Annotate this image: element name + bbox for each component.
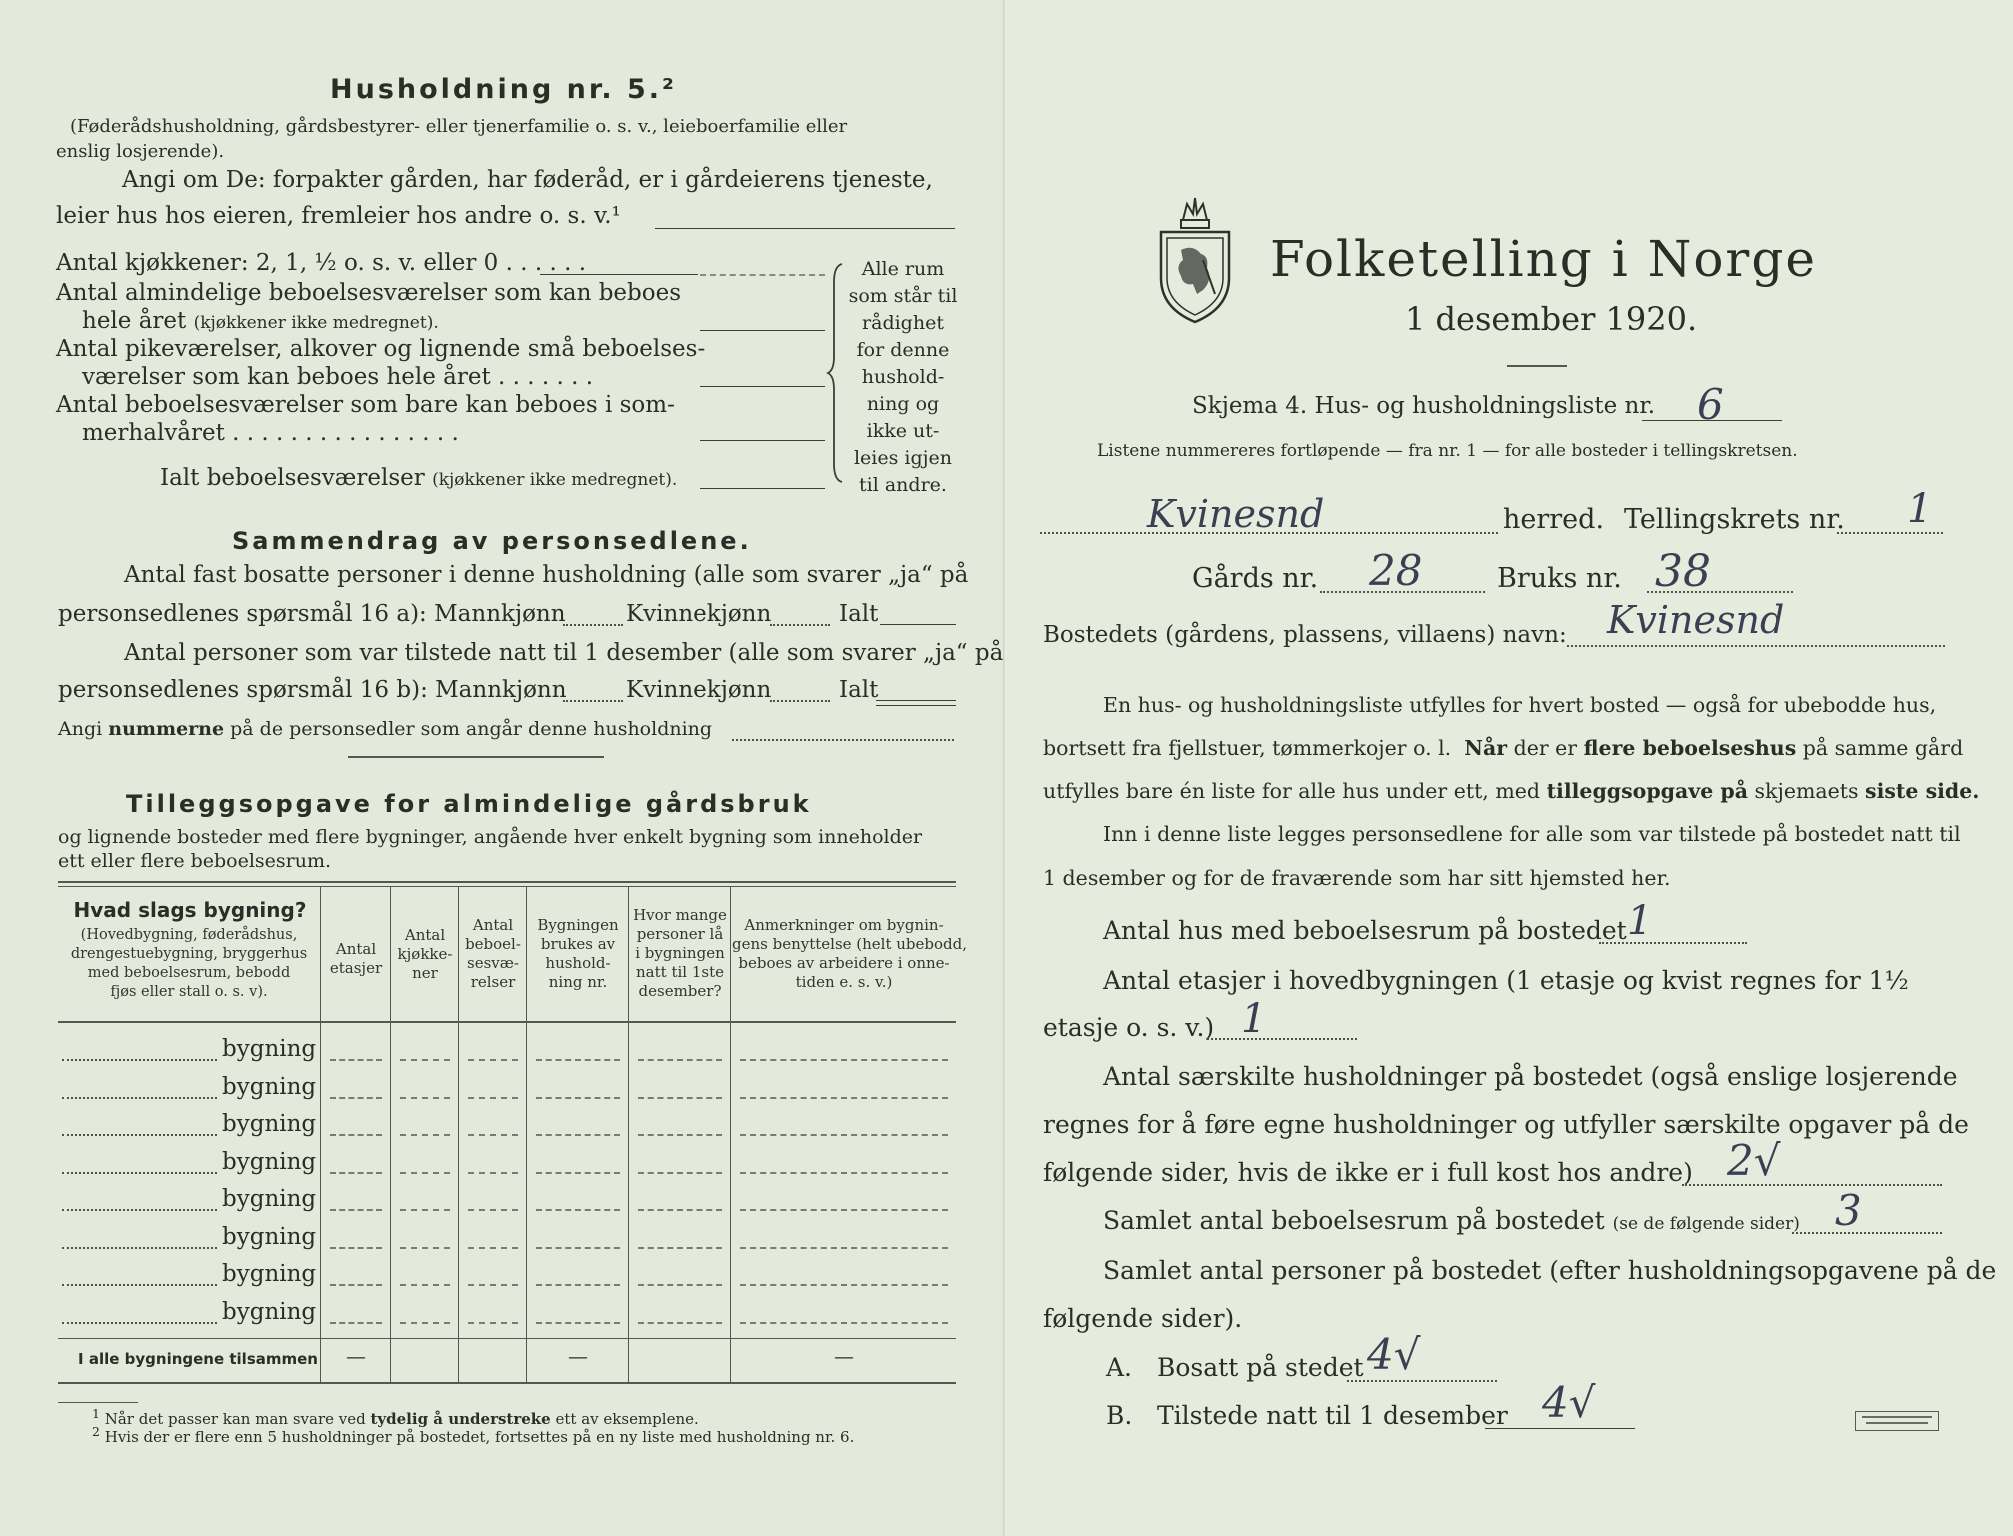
- sarskilte-field[interactable]: [1682, 1184, 1942, 1186]
- sarskilte-line-3: følgende sider, hvis de ikke er i full kost hos andre): [1043, 1158, 1693, 1187]
- angi-answer-line[interactable]: [655, 228, 955, 229]
- building-row-label: bygning: [222, 1223, 317, 1250]
- tillegg-heading: Tilleggsopgave for almindelige gårdsbruk: [126, 790, 812, 818]
- table-cell[interactable]: [536, 1209, 620, 1211]
- brace-icon: [826, 262, 848, 484]
- header-line: Anmerkninger om bygnin-: [744, 916, 944, 934]
- header-line: ning nr.: [548, 973, 608, 991]
- table-cell[interactable]: [638, 1209, 722, 1211]
- footnote-1-bold: tydelig å understreke: [370, 1410, 551, 1428]
- table-cell[interactable]: [638, 1284, 722, 1286]
- table-cell[interactable]: [740, 1097, 948, 1099]
- table-cell[interactable]: [468, 1209, 518, 1211]
- etasjer-field[interactable]: [1207, 1038, 1357, 1040]
- bosted-label: Bostedets (gårdens, plassens, villaens) navn:: [1043, 622, 1567, 648]
- header-line: Bygningen: [537, 916, 619, 934]
- table-cell[interactable]: [330, 1172, 382, 1174]
- sammendrag-heading: Sammendrag av personsedlene.: [232, 527, 752, 555]
- table-cell[interactable]: [740, 1172, 948, 1174]
- brace-note: [848, 256, 958, 499]
- building-row-label: bygning: [222, 1186, 317, 1212]
- building-name-field[interactable]: [62, 1322, 217, 1324]
- footnote-2: $^2$ Hvis der er flere enn 5 husholdninger på bostedet, fortsettes på en ny liste med husholdning nr. 6.: [92, 1424, 855, 1446]
- a-field[interactable]: [1347, 1380, 1497, 1382]
- header-line: kjøkke-: [397, 945, 453, 963]
- total-dash: —: [346, 1344, 366, 1368]
- tellingskrets-label: Tellingskrets nr.: [1624, 504, 1845, 535]
- som-field[interactable]: [700, 440, 825, 441]
- brace-note-line: ikke ut-: [866, 420, 940, 442]
- para1-bold: Når: [1464, 736, 1508, 760]
- printer-stamp: [1855, 1411, 1939, 1431]
- som-label-1: Antal beboelsesværelser som bare kan beboes i som-: [56, 392, 675, 418]
- table-cell[interactable]: [468, 1172, 518, 1174]
- p2-kvinne-label: Kvinnekjønn: [626, 677, 772, 703]
- header-line: beboel-: [465, 935, 521, 953]
- para1-text: bortsett fra fjellstuer, tømmerkojer o. l.: [1043, 736, 1452, 760]
- sammendrag-p2b: personsedlenes spørsmål 16 b): Mannkjønn: [58, 677, 567, 703]
- listene-note: Listene nummereres fortløpende — fra nr. 1 — for alle bosteder i tellingskretsen.: [1097, 441, 1798, 461]
- sammendrag-p1b: personsedlenes spørsmål 16 a): Mannkjønn: [58, 601, 566, 627]
- right-page: [1007, 0, 2013, 1536]
- header-line: Antal: [404, 926, 446, 944]
- table-cell[interactable]: [400, 1209, 450, 1211]
- building-name-field[interactable]: [62, 1247, 217, 1249]
- total-label: I alle bygningene tilsammen: [78, 1350, 318, 1368]
- b-text: Tilstede natt til 1 desember: [1157, 1401, 1508, 1430]
- samlet-rum-value: 3: [1835, 1186, 1862, 1235]
- form-date: 1 desember 1920.: [1405, 300, 1698, 338]
- footnote-1-pre: Når det passer kan man svare ved: [104, 1410, 366, 1428]
- tellingskrets-value: 1: [1907, 486, 1933, 532]
- pike-label-1: Antal pikeværelser, alkover og lignende små beboelses-: [56, 336, 706, 362]
- skjema-nr-value: 6: [1697, 380, 1724, 429]
- header-personer: [630, 906, 730, 1001]
- angi-pre: Angi: [58, 718, 103, 740]
- pike-label-2: værelser som kan beboes hele året . . . . . . .: [82, 364, 594, 390]
- kjokkener-field[interactable]: [540, 274, 698, 275]
- table-cell[interactable]: [536, 1059, 620, 1061]
- para1-bold: flere beboelseshus: [1583, 736, 1797, 760]
- header-line: brukes av: [540, 935, 616, 953]
- table-cell[interactable]: [740, 1059, 948, 1061]
- p1-ialt-field[interactable]: [880, 624, 956, 625]
- para1-text: utfylles bare én liste for alle hus under ett, med: [1043, 779, 1541, 803]
- table-cell[interactable]: [536, 1097, 620, 1099]
- table-cell[interactable]: [638, 1059, 722, 1061]
- table-cell[interactable]: [468, 1322, 518, 1324]
- table-cell[interactable]: [330, 1322, 382, 1324]
- header-line: tiden e. s. v.): [795, 973, 893, 991]
- samlet-rum-note: (se de følgende sider): [1612, 1214, 1800, 1234]
- para1-bold: tilleggsopgave på: [1546, 779, 1748, 803]
- tillegg-sub-2: ett eller flere beboelsesrum.: [58, 850, 332, 872]
- table-cell[interactable]: [468, 1097, 518, 1099]
- table-cell[interactable]: [740, 1247, 948, 1249]
- header-beboelsesvaerelser: [460, 916, 526, 992]
- table-cell[interactable]: [400, 1059, 450, 1061]
- table-cell[interactable]: [400, 1097, 450, 1099]
- table-cell[interactable]: [740, 1209, 948, 1211]
- table-cell[interactable]: [330, 1097, 382, 1099]
- building-name-field[interactable]: [62, 1172, 217, 1174]
- alm-label-2: [82, 308, 439, 334]
- building-name-field[interactable]: [62, 1209, 217, 1211]
- col0-note-line: med beboelsesrum, bebodd: [87, 965, 291, 981]
- table-cell[interactable]: [638, 1322, 722, 1324]
- table-cell[interactable]: [536, 1134, 620, 1136]
- bruks-label: Bruks nr.: [1497, 563, 1622, 594]
- ialt-field[interactable]: [700, 488, 825, 489]
- p1-mann-field[interactable]: [563, 624, 623, 626]
- b-value: 4√: [1542, 1378, 1596, 1427]
- table-cell[interactable]: [536, 1322, 620, 1324]
- title-divider: [1507, 365, 1567, 367]
- header-line: etasjer: [329, 959, 383, 977]
- samlet-rum-text: Samlet antal beboelsesrum på bostedet: [1103, 1206, 1605, 1235]
- brace-note-line: hushold-: [861, 366, 945, 388]
- household-intro: (Føderådshusholdning, gårdsbestyrer- eller tjenerfamilie o. s. v., leieboerfamilie eller: [70, 116, 848, 137]
- table-cell[interactable]: [638, 1172, 722, 1174]
- footnote-2-text: Hvis der er flere enn 5 husholdninger på bostedet, fortsettes på en ny liste med husholdning nr. 6.: [104, 1428, 855, 1446]
- tillegg-sub-1: og lignende bosteder med flere bygninger, angående hver enkelt bygning som inneholder: [58, 826, 923, 848]
- gards-label: Gårds nr.: [1192, 563, 1319, 594]
- total-dash: —: [568, 1344, 588, 1368]
- etasjer-value: 1: [1241, 996, 1267, 1042]
- col0-note: [60, 926, 318, 1002]
- antal-hus-field[interactable]: [1599, 942, 1747, 944]
- alm-label-1: Antal almindelige beboelsesværelser som kan beboes: [56, 280, 682, 306]
- col0-note-line: drengestuebygning, bryggerhus: [70, 946, 308, 962]
- header-line: ner: [412, 964, 438, 982]
- table-cell[interactable]: [536, 1172, 620, 1174]
- table-cell[interactable]: [400, 1284, 450, 1286]
- table-cell[interactable]: [330, 1059, 382, 1061]
- header-line: desember?: [638, 982, 722, 1000]
- antal-hus-label: Antal hus med beboelsesrum på bostedet: [1103, 916, 1627, 945]
- angi-bold: nummerne: [108, 718, 225, 740]
- herred-value: Kvinesnd: [1147, 492, 1325, 536]
- kjokkener-label: Antal kjøkkener: 2, 1, ½ o. s. v. eller 0 . . . . . .: [56, 250, 587, 276]
- form-title: Folketelling i Norge: [1270, 230, 1817, 288]
- brace-note-line: Alle rum: [861, 258, 945, 280]
- building-name-field[interactable]: [62, 1097, 217, 1099]
- header-etasjer: [322, 940, 390, 978]
- p2-ialt-double: [876, 705, 956, 706]
- col0-title: Hvad slags bygning?: [73, 898, 307, 922]
- som-label-2: merhalvåret . . . . . . . . . . . . . . . .: [82, 420, 459, 446]
- angi-line-2: leier hus hos eieren, fremleier hos andre o. s. v.¹: [56, 203, 621, 229]
- gards-value: 28: [1369, 546, 1423, 595]
- table-cell[interactable]: [330, 1284, 382, 1286]
- p2-kvinne-field[interactable]: [770, 700, 830, 702]
- p2-ialt-label: Ialt: [839, 677, 879, 703]
- table-cell[interactable]: [536, 1284, 620, 1286]
- header-kjokkener: [392, 926, 458, 983]
- footnote-rule: [58, 1402, 138, 1403]
- para2-line1: Inn i denne liste legges personsedlene for alle som var tilstede på bostedet natt til: [1103, 822, 1961, 846]
- building-row-label: bygning: [222, 1073, 317, 1100]
- table-cell[interactable]: [468, 1134, 518, 1136]
- brace-note-line: for denne: [856, 339, 950, 361]
- header-line: Antal: [335, 940, 377, 958]
- brace-note-line: til andre.: [859, 474, 947, 496]
- household-intro-2: enslig losjerende).: [56, 141, 225, 162]
- header-line: sesvæ-: [467, 954, 519, 972]
- para1-bold: siste side.: [1865, 779, 1980, 803]
- p2-ialt-field[interactable]: [876, 700, 956, 701]
- etasjer-line-1: Antal etasjer i hovedbygningen (1 etasje og kvist regnes for 1½: [1103, 966, 1909, 995]
- table-cell[interactable]: [330, 1209, 382, 1211]
- para2-line2: 1 desember og for de fraværende som har sitt hjemsted her.: [1043, 866, 1671, 890]
- alm-label-2-text: hele året: [82, 308, 187, 334]
- header-line: personer lå: [636, 925, 724, 943]
- table-cell[interactable]: [740, 1322, 948, 1324]
- table-cell[interactable]: [740, 1134, 948, 1136]
- table-cell[interactable]: [468, 1284, 518, 1286]
- para1-line2: [1043, 736, 1963, 760]
- p2-mann-field[interactable]: [563, 700, 623, 702]
- ialt-label: [160, 465, 677, 491]
- sarskilte-line-1: Antal særskilte husholdninger på bostedet (også enslige losjerende: [1103, 1062, 1958, 1091]
- table-cell[interactable]: [330, 1247, 382, 1249]
- table-cell[interactable]: [638, 1247, 722, 1249]
- total-dash: —: [834, 1344, 854, 1368]
- table-cell[interactable]: [330, 1134, 382, 1136]
- household-heading: Husholdning nr. 5.²: [330, 74, 677, 105]
- ialt-note: (kjøkkener ikke medregnet).: [432, 470, 678, 490]
- para1-line1: En hus- og husholdningsliste utfylles for hvert bosted — også for ubebodde hus,: [1103, 693, 1937, 717]
- bosted-value: Kvinesnd: [1607, 598, 1785, 642]
- angi-line-1: Angi om De: forpakter gården, har føderåd, er i gårdeierens tjeneste,: [122, 167, 933, 193]
- para1-text: der er: [1513, 736, 1578, 760]
- table-cell[interactable]: [740, 1284, 948, 1286]
- table-cell[interactable]: [400, 1172, 450, 1174]
- kjokkener-field-ext: [700, 274, 825, 276]
- pike-field[interactable]: [700, 386, 825, 387]
- building-name-field[interactable]: [62, 1059, 217, 1061]
- header-anmerkninger: [732, 916, 968, 992]
- footnote-1: $^1$ Når det passer kan man svare ved tydelig å understreke ett av eksemplene.: [92, 1406, 699, 1428]
- samlet-rum-field[interactable]: [1792, 1232, 1942, 1234]
- header-husholdning: [528, 916, 628, 992]
- col0-note-line: fjøs eller stall o. s. v).: [110, 984, 268, 1000]
- para1-text: på samme gård: [1802, 736, 1964, 760]
- table-cell[interactable]: [468, 1247, 518, 1249]
- header-line: relser: [470, 973, 516, 991]
- header-line: Antal: [472, 916, 514, 934]
- table-cell[interactable]: [536, 1247, 620, 1249]
- b-label: B.: [1106, 1401, 1133, 1430]
- samlet-rum-label: [1103, 1206, 1800, 1235]
- alm-field[interactable]: [700, 330, 825, 331]
- antal-hus-value: 1: [1627, 898, 1653, 944]
- alm-note: (kjøkkener ikke medregnet).: [193, 313, 439, 333]
- brace-note-line: rådighet: [862, 312, 944, 334]
- brace-note-line: leies igjen: [853, 447, 953, 469]
- sammendrag-p2a: Antal personer som var tilstede natt til 1 desember (alle som svarer „ja“ på: [124, 640, 1004, 666]
- herred-label: herred.: [1503, 504, 1605, 535]
- bosted-field[interactable]: [1567, 645, 1945, 647]
- header-line: natt til 1ste: [636, 963, 724, 981]
- norway-coat-of-arms-icon: [1153, 190, 1237, 325]
- building-row-label: bygning: [222, 1261, 317, 1287]
- p1-kvinne-label: Kvinnekjønn: [626, 601, 772, 627]
- sarskilte-line-2: regnes for å føre egne husholdninger og utfyller særskilte opgaver på de: [1043, 1110, 1969, 1139]
- para1-text: skjemaets: [1754, 779, 1859, 803]
- building-name-field[interactable]: [62, 1134, 217, 1136]
- bruks-value: 38: [1655, 546, 1711, 597]
- table-cell[interactable]: [468, 1059, 518, 1061]
- building-row-label: bygning: [222, 1111, 317, 1137]
- sarskilte-value: 2√: [1727, 1136, 1781, 1185]
- header-line: beboes av arbeidere i onne-: [738, 954, 950, 972]
- skjema-label: Skjema 4. Hus- og husholdningsliste nr.: [1192, 393, 1656, 419]
- building-row-label: bygning: [222, 1148, 317, 1175]
- header-line: hushold-: [545, 954, 611, 972]
- left-page: [0, 0, 1006, 1536]
- p1-ialt-label: Ialt: [839, 601, 879, 627]
- table-cell[interactable]: [400, 1247, 450, 1249]
- samlet-pers-line-2: følgende sider).: [1043, 1304, 1243, 1333]
- para1-line3: [1043, 779, 1979, 803]
- header-line: gens benyttelse (helt ubebodd,: [732, 935, 968, 953]
- table-cell[interactable]: [638, 1134, 722, 1136]
- b-field[interactable]: [1485, 1428, 1635, 1429]
- a-label: A.: [1106, 1353, 1133, 1382]
- samlet-pers-line-1: Samlet antal personer på bostedet (efter husholdningsopgavene på de: [1103, 1256, 1997, 1285]
- building-row-label: bygning: [222, 1036, 317, 1062]
- table-cell[interactable]: [638, 1097, 722, 1099]
- brace-note-line: ning og: [866, 393, 940, 415]
- building-name-field[interactable]: [62, 1284, 217, 1286]
- angi-post: på de personsedler som angår denne husholdning: [230, 718, 713, 740]
- section-divider: [348, 756, 604, 758]
- header-line: i bygningen: [635, 944, 725, 962]
- etasjer-line-2: etasje o. s. v.): [1043, 1013, 1215, 1042]
- col0-note-line: (Hovedbygning, føderådshus,: [80, 927, 298, 943]
- angi-nummerne: [58, 718, 712, 740]
- building-row-label: bygning: [222, 1298, 317, 1325]
- p1-kvinne-field[interactable]: [770, 624, 830, 626]
- brace-note-line: som står til: [848, 285, 958, 307]
- header-line: Hvor mange: [633, 906, 727, 924]
- sammendrag-p1a: Antal fast bosatte personer i denne husholdning (alle som svarer „ja“ på: [124, 562, 969, 588]
- footnote-1-post: ett av eksemplene.: [555, 1410, 699, 1428]
- ialt-label-text: Ialt beboelsesværelser: [160, 465, 425, 491]
- a-text: Bosatt på stedet: [1157, 1353, 1364, 1382]
- table-cell[interactable]: [400, 1322, 450, 1324]
- table-cell[interactable]: [400, 1134, 450, 1136]
- a-value: 4√: [1367, 1330, 1421, 1379]
- tellingskrets-field[interactable]: [1837, 532, 1943, 534]
- angi-nummerne-field[interactable]: [732, 739, 954, 741]
